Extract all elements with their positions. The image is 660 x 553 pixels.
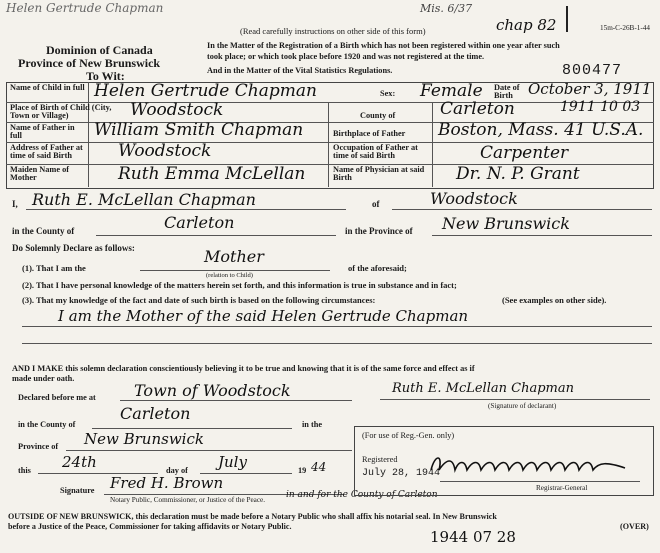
registered-date: July 28, 1944 (362, 468, 441, 479)
of-place: Woodstock (430, 189, 518, 208)
year-value: 44 (311, 460, 327, 474)
occupation-label: Occupation of Father at time of said Birth (333, 143, 418, 160)
item-3-note: (See examples on other side). (502, 295, 607, 305)
place-label: Place of Birth of Child (City, Town or Village) (10, 103, 112, 120)
registrar-caption: Registrar-General (536, 484, 588, 492)
father-address: Woodstock (118, 141, 212, 161)
matter-line-1: In the Matter of the Registration of a Birth which has not been registered within one year after such (207, 41, 560, 50)
registered-label: Registered (362, 455, 398, 464)
decl-province-label: in the Province of (345, 226, 413, 236)
instructions: (Read carefully instructions on other side of this form) (240, 26, 426, 36)
declared-place: Town of Woodstock (134, 381, 291, 400)
day-of-label: day of (166, 466, 188, 475)
solemn-county: Carleton (120, 404, 191, 423)
dob-value: October 3, 1911 (528, 80, 652, 98)
signature-label: Signature (60, 486, 95, 495)
notary-caption: Notary Public, Commissioner, or Justice of the Peace. (110, 496, 266, 504)
declarant-name: Ruth E. McLellan Chapman (32, 190, 256, 209)
registrar-signature-icon (425, 452, 640, 478)
item-3: (3). That my knowledge of the fact and date of such birth is based on the following circumstances: (22, 295, 376, 305)
physician-label: Name of Physician at said Birth (333, 165, 425, 182)
stamp-date: 1944 07 28 (430, 528, 516, 546)
notary-note: in and for the County of Carleton (286, 490, 438, 500)
dob-numeric: 1911 10 03 (560, 99, 641, 115)
relation-value: Mother (204, 247, 264, 266)
father-birthplace-label: Birthplace of Father (333, 129, 406, 138)
footer-line-2: before a Justice of the Peace, Commissioner for taking affidavits or Notary Public. (8, 522, 292, 531)
item-2: (2). That I have personal knowledge of the matters herein set forth, and this information is true in substance and in fact; (22, 280, 457, 290)
solemn-line-1: AND I MAKE this solemn declaration conscientiously believing it to be true and knowing that it is of the same force and effect as if (12, 364, 475, 373)
top-scribble: Helen Gertrude Chapman (6, 1, 164, 15)
in-the-label: in the (302, 420, 323, 429)
solemn-province: New Brunswick (84, 430, 204, 448)
father-occupation: Carpenter (480, 143, 569, 163)
of-label: of (372, 199, 380, 209)
mother-maiden-label: Maiden Name of Mother (10, 165, 69, 182)
pen-mark (566, 6, 568, 32)
dominion-title: Dominion of Canada (46, 43, 153, 57)
matter-line-3: And in the Matter of the Vital Statistics Regulations. (207, 66, 393, 75)
solemn-county-label: in the County of (18, 420, 76, 429)
i-label: I, (12, 199, 18, 209)
province-title: Province of New Brunswick (18, 56, 161, 70)
over-label: (OVER) (620, 522, 649, 531)
decl-county-label: in the County of (12, 226, 75, 236)
physician-name: Dr. N. P. Grant (456, 164, 580, 184)
father-name-label: Name of Father in full (10, 123, 75, 140)
serial-number: 800477 (562, 62, 623, 79)
item-1-post: of the aforesaid; (348, 263, 407, 273)
to-wit: To Wit: (86, 69, 125, 83)
registrar-use-label: (For use of Reg.-Gen. only) (362, 431, 455, 440)
father-name: William Smith Chapman (94, 120, 304, 140)
declared-before-label: Declared before me at (18, 393, 96, 402)
signature-caption: (Signature of declarant) (488, 402, 557, 410)
solemn-line-2: made under oath. (12, 374, 75, 383)
month-value: July (218, 453, 247, 471)
declarant-signature: Ruth E. McLellan Chapman (392, 381, 574, 396)
circumstance-text: I am the Mother of the said Helen Gertrude Chapman (58, 307, 469, 325)
relation-note: (relation to Child) (206, 272, 253, 279)
county-label: County of (360, 111, 396, 120)
matter-line-2: took place; or which took place before 1920 and was not registered at the time. (207, 52, 485, 61)
county-value: Carleton (440, 99, 515, 119)
father-birthplace: Boston, Mass. 41 U.S.A. (438, 120, 644, 140)
father-address-label: Address of Father at time of said Birth (10, 143, 83, 160)
this-label: this (18, 466, 31, 475)
sex-label: Sex: (380, 89, 396, 98)
sex-value: Female (420, 81, 483, 101)
year-printed: 19 (298, 466, 307, 475)
chap-ref: chap 82 (496, 16, 557, 34)
decl-county: Carleton (164, 213, 235, 232)
top-ref: Mis. 6/37 (420, 2, 473, 15)
place-value: Woodstock (130, 100, 224, 120)
solemnly-declare: Do Solemnly Declare as follows: (12, 243, 135, 253)
item-1-pre: (1). That I am the (22, 263, 86, 273)
dob-label: Date of Birth (494, 83, 520, 100)
decl-province: New Brunswick (442, 214, 570, 233)
child-name-label: Name of Child in full (10, 83, 85, 92)
notary-signature: Fred H. Brown (110, 474, 224, 492)
day-value: 24th (62, 453, 97, 471)
form-code: 15m-C-26B-1-44 (600, 24, 650, 32)
child-name: Helen Gertrude Chapman (94, 81, 317, 101)
footer-line-1: OUTSIDE OF NEW BRUNSWICK, this declaration must be made before a Notary Public who shall affix his notarial seal. In New Brunswick (8, 512, 497, 521)
solemn-province-label: Province of (18, 442, 59, 451)
mother-maiden: Ruth Emma McLellan (118, 164, 306, 184)
